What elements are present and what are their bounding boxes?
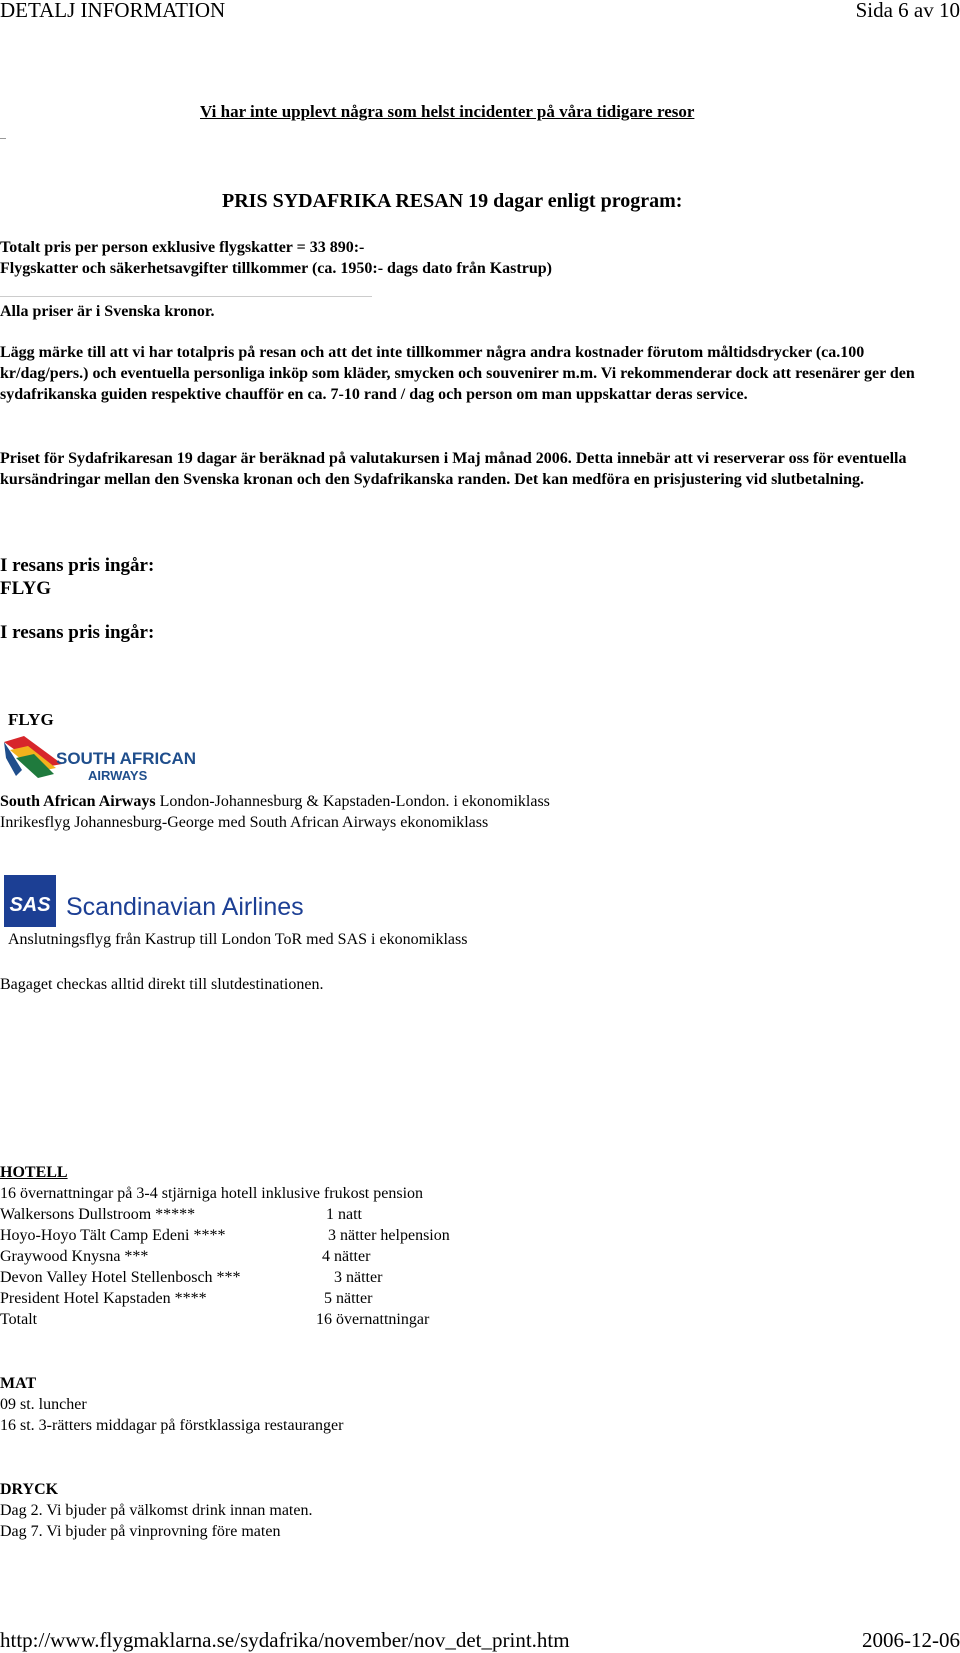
hotel-row-name: Graywood Knysna *** [0, 1248, 149, 1265]
hotel-row-nights: 16 övernattningar [316, 1311, 430, 1328]
small-divider [0, 138, 6, 139]
south-african-airways-logo [2, 734, 197, 784]
hotel-row-name: Hoyo-Hoyo Tält Camp Edeni **** [0, 1227, 226, 1244]
hotel-row-name: Devon Valley Hotel Stellenbosch *** [0, 1269, 241, 1286]
saa-name: South African Airways [0, 793, 156, 810]
price-note: Lägg märke till att vi har totalpris på resan och att det inte tillkommer några andra kostnader förutom måltidsdrycker (ca.100 kr/dag/pers.) och eventuella personliga inköp som kläder, smycken och souvenirer m.m. Vi rekommenderar dock att resenärer ger den sydafrikanska guiden respektive chaufför en ca. 7-10 rand / dag och person om man uppskattar deras service. [0, 344, 915, 403]
currency-note: Priset för Sydafrikaresan 19 dagar är beräknad på valutakursen i Maj månad 2006. Detta innebär att vi reserverar oss för eventuella kursändringar mellan den Svenska kronan och den Sydafrikanska randen. Det kan medföra en prisjustering vid slutbetalning. [0, 450, 907, 488]
hotel-heading: HOTELL [0, 1164, 68, 1181]
sas-line: Anslutningsflyg från Kastrup till London ToR med SAS i ekonomiklass [8, 931, 468, 948]
divider [0, 296, 372, 297]
hotel-row-nights: 3 nätter [334, 1269, 383, 1286]
included-heading-1: I resans pris ingår: [0, 555, 155, 576]
price-heading: PRIS SYDAFRIKA RESAN 19 dagar enligt program: [222, 190, 683, 212]
hotel-summary: 16 övernattningar på 3-4 stjärniga hotell inklusive frukost pension [0, 1185, 424, 1202]
drinks-line: Dag 7. Vi bjuder på vinprovning före maten [0, 1523, 281, 1540]
baggage-note: Bagaget checkas alltid direkt till slutdestinationen. [0, 976, 324, 993]
saa-logo-text-2: AIRWAYS [88, 768, 148, 783]
included-heading-2: I resans pris ingår: [0, 622, 155, 643]
footer-url[interactable]: http://www.flygmaklarna.se/sydafrika/november/nov_det_print.htm [0, 1628, 570, 1652]
page-number: Sida 6 av 10 [855, 0, 960, 22]
hotel-row-nights: 4 nätter [322, 1248, 371, 1265]
hotel-row-nights: 3 nätter helpension [328, 1227, 450, 1244]
hotel-row-name: Totalt [0, 1311, 38, 1328]
price-taxes: Flygskatter och säkerhetsavgifter tillkommer (ca. 1950:- dags dato från Kastrup) [0, 260, 552, 277]
intro-line: Vi har inte upplevt några som helst incidenter på våra tidigare resor [200, 102, 695, 121]
price-currency: Alla priser är i Svenska kronor. [0, 303, 215, 320]
price-total: Totalt pris per person exklusive flygskatter = 33 890:- [0, 239, 365, 256]
sas-logo-mark: SAS [9, 894, 51, 916]
sas-logo-name: Scandinavian Airlines [66, 893, 304, 921]
domestic-flight: Inrikesflyg Johannesburg-George med South African Airways ekonomiklass [0, 814, 489, 831]
hotel-row-nights: 5 nätter [324, 1290, 373, 1307]
saa-route: London-Johannesburg & Kapstaden-London. i ekonomiklass [155, 793, 550, 810]
included-flyg-1: FLYG [0, 578, 52, 599]
header-title: DETALJ INFORMATION [0, 0, 226, 22]
food-heading: MAT [0, 1375, 37, 1392]
sas-logo [4, 875, 304, 928]
footer-date: 2006-12-06 [862, 1628, 960, 1652]
drinks-heading: DRYCK [0, 1481, 59, 1498]
hotel-row-name: Walkersons Dullstroom ***** [0, 1206, 196, 1223]
drinks-line: Dag 2. Vi bjuder på välkomst drink innan maten. [0, 1502, 313, 1519]
included-flyg-2: FLYG [8, 710, 54, 729]
hotel-row-nights: 1 natt [326, 1206, 362, 1223]
food-line: 16 st. 3-rätters middagar på förstklassiga restauranger [0, 1417, 344, 1434]
saa-logo-text-1: SOUTH AFRICAN [56, 749, 197, 768]
food-line: 09 st. luncher [0, 1396, 87, 1413]
hotel-row-name: President Hotel Kapstaden **** [0, 1290, 207, 1307]
saa-line [0, 792, 550, 812]
